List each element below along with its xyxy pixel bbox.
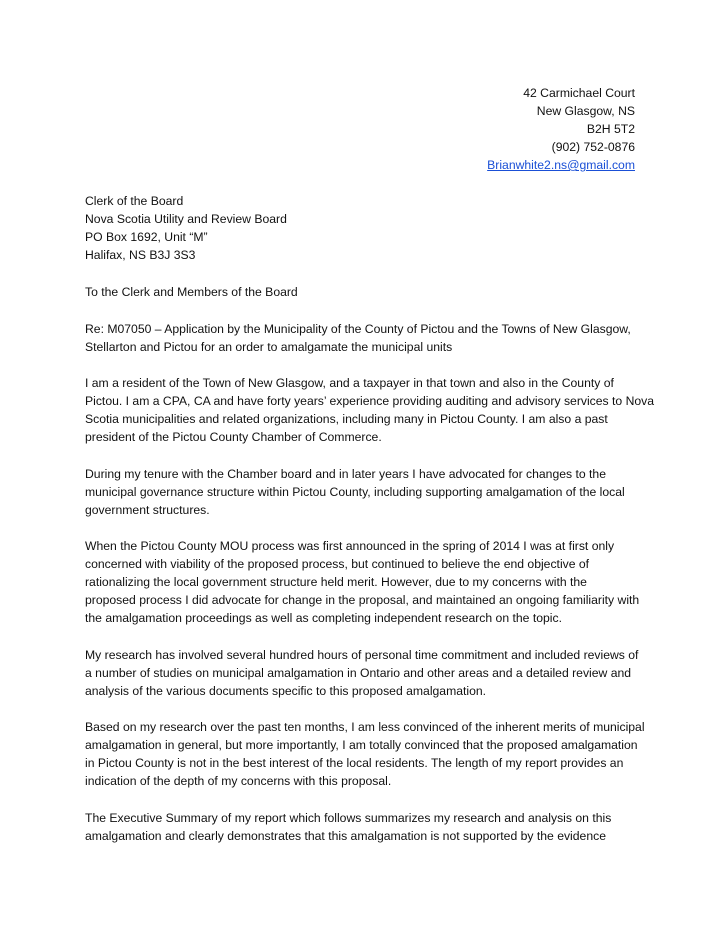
recipient-po-box: PO Box 1692, Unit “M” (85, 230, 208, 244)
body-line: president of the Pictou County Chamber of Commerce. (85, 430, 382, 444)
body-line: indication of the depth of my concerns with this proposal. (85, 774, 392, 788)
body-line: municipal governance structure within Pictou County, including supporting amalgamation of the local (85, 485, 625, 499)
body-line: a number of studies on municipal amalgamation in Ontario and other areas and a detailed review and (85, 666, 632, 680)
body-line: When the Pictou County MOU process was first announced in the spring of 2014 I was at first only (85, 539, 615, 553)
body-line: My research has involved several hundred hours of personal time commitment and included reviews of (85, 648, 639, 662)
re-line: Stellarton and Pictou for an order to amalgamate the municipal units (85, 340, 453, 354)
recipient-title: Clerk of the Board (85, 194, 184, 208)
body-line: analysis of the various documents specific to this proposed amalgamation. (85, 684, 487, 698)
body-line: The Executive Summary of my report which follows summarizes my research and analysis on this (85, 811, 612, 825)
body-line: Scotia municipalities and related organizations, including many in Pictou County. I am also a past (85, 412, 608, 426)
body-line: Based on my research over the past ten months, I am less convinced of the inherent merits of municipal (85, 720, 645, 734)
body-line: During my tenure with the Chamber board and in later years I have advocated for changes to the (85, 467, 606, 481)
body-line: proposed process I did advocate for change in the proposal, and maintained an ongoing familiarity with (85, 593, 640, 607)
body-line: amalgamation in general, but more importantly, I am totally convinced that the proposed amalgamation (85, 738, 638, 752)
body-line: amalgamation and clearly demonstrates that this amalgamation is not supported by the evidence (85, 829, 606, 843)
body-line: government structures. (85, 503, 210, 517)
sender-phone: (902) 752-0876 (551, 140, 635, 154)
sender-city: New Glasgow, NS (536, 104, 635, 118)
body-line: concerned with viability of the proposed process, but continued to believe the end objective of (85, 557, 590, 571)
recipient-city: Halifax, NS B3J 3S3 (85, 248, 196, 262)
body-line: in Pictou County is not in the best interest of the local residents. The length of my report provides an (85, 756, 624, 770)
body-line: Pictou. I am a CPA, CA and have forty years’ experience providing auditing and advisory services to Nova (85, 394, 655, 408)
sender-street: 42 Carmichael Court (523, 86, 635, 100)
sender-postal-code: B2H 5T2 (586, 122, 635, 136)
body-line: the amalgamation proceedings as well as completing independent research on the topic. (85, 611, 562, 625)
salutation: To the Clerk and Members of the Board (85, 285, 298, 299)
body-line: I am a resident of the Town of New Glasgow, and a taxpayer in that town and also in the County of (85, 376, 614, 390)
re-line: Re: M07050 – Application by the Municipality of the County of Pictou and the Towns of New Glasgow, (85, 322, 631, 336)
recipient-organization: Nova Scotia Utility and Review Board (85, 212, 287, 226)
sender-email-link[interactable]: Brianwhite2.ns@gmail.com (487, 158, 635, 172)
body-line: rationalizing the local government structure held merit. However, due to my concerns with the (85, 575, 587, 589)
